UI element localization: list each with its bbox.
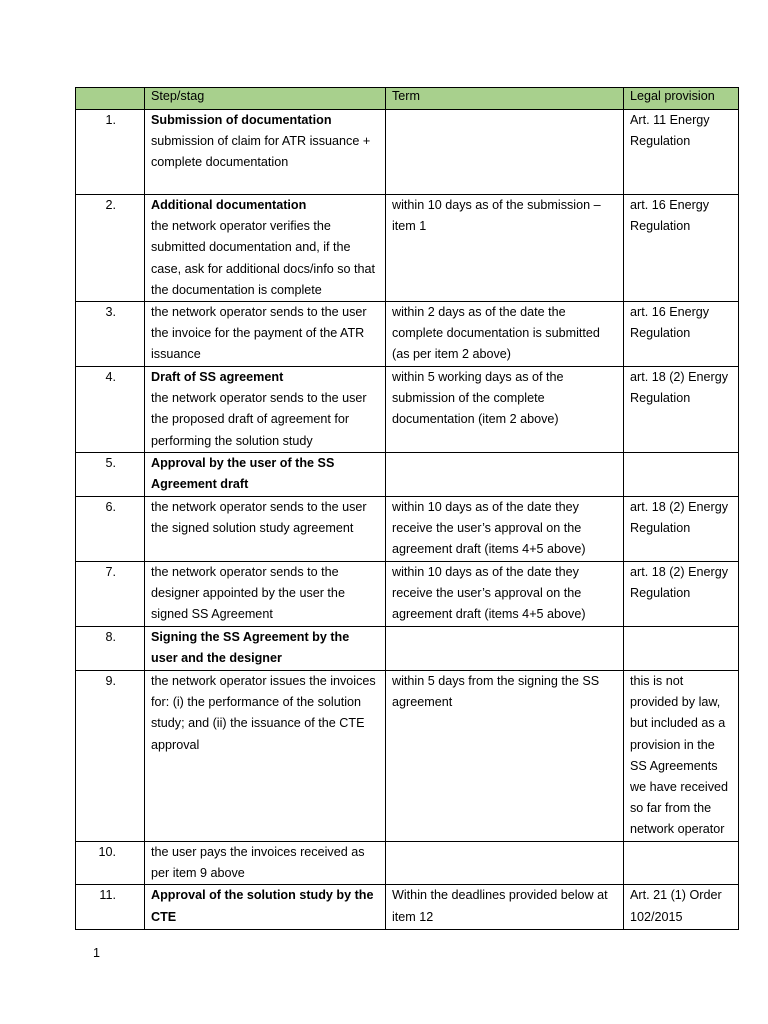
legal-cell: art. 18 (2) Energy Regulation — [624, 562, 739, 627]
row-number: 1. — [76, 110, 145, 195]
row-number: 9. — [76, 671, 145, 842]
legal-cell — [624, 627, 739, 671]
step-title: Draft of SS agreement — [151, 370, 284, 385]
term-cell: within 10 days as of the date they receive the user’s approval on the agreement draft (items 4+5 above) — [386, 497, 624, 562]
header-legal-provision: Legal provision — [624, 88, 739, 110]
table-row — [76, 842, 739, 885]
legal-cell: art. 18 (2) Energy Regulation — [624, 367, 739, 453]
row-number: 5. — [76, 453, 145, 497]
row-number: 3. — [76, 302, 145, 367]
step-cell — [145, 671, 386, 842]
step-title: Signing the SS Agreement by the user and the designer — [151, 630, 350, 666]
legal-cell: Art. 21 (1) Order 102/2015 — [624, 885, 739, 930]
legal-cell: art. 18 (2) Energy Regulation — [624, 497, 739, 562]
step-description: the network operator sends to the user the invoice for the payment of the ATR issuance — [151, 305, 367, 362]
table-row — [76, 195, 739, 302]
term-cell — [386, 453, 624, 497]
step-title: Approval by the user of the SS Agreement draft — [151, 456, 335, 492]
term-cell: Within the deadlines provided below at item 12 — [386, 885, 624, 930]
step-title: Additional documentation — [151, 198, 307, 212]
table-row — [76, 110, 739, 195]
step-cell — [145, 453, 386, 497]
legal-cell: art. 16 Energy Regulation — [624, 195, 739, 302]
row-number: 6. — [76, 497, 145, 562]
table-row — [76, 367, 739, 453]
step-cell — [145, 497, 386, 562]
table-row — [76, 627, 739, 671]
page-number: 1 — [93, 946, 101, 960]
term-cell: within 10 days as of the submission – item 1 — [386, 195, 624, 302]
step-cell — [145, 110, 386, 195]
table-header-row — [76, 88, 739, 110]
step-description: the network operator issues the invoices for: (i) the performance of the solution study; and (ii) the issuance of the CTE approval — [151, 674, 376, 752]
step-cell — [145, 885, 386, 930]
term-cell — [386, 110, 624, 195]
step-cell — [145, 195, 386, 302]
step-description: the network operator sends to the designer appointed by the user the signed SS Agreement — [151, 565, 345, 622]
header-step: Step/stag — [145, 88, 386, 110]
legal-cell — [624, 842, 739, 885]
legal-cell: art. 16 Energy Regulation — [624, 302, 739, 367]
step-description: the network operator sends to the user the signed solution study agreement — [151, 500, 367, 536]
step-cell — [145, 842, 386, 885]
header-term: Term — [386, 88, 624, 110]
table-row — [76, 302, 739, 367]
step-description: the network operator verifies the submitted documentation and, if the case, ask for additional docs/info so that the documentation is complete — [151, 219, 376, 297]
row-number: 11. — [76, 885, 145, 930]
term-cell: within 5 working days as of the submission of the complete documentation (item 2 above) — [386, 367, 624, 453]
table-row — [76, 671, 739, 842]
term-cell: within 2 days as of the date the complete documentation is submitted (as per item 2 above) — [386, 302, 624, 367]
row-number: 7. — [76, 562, 145, 627]
row-number: 8. — [76, 627, 145, 671]
legal-cell: this is not provided by law, but included as a provision in the SS Agreements we have received so far from the network operator — [624, 671, 739, 842]
term-cell — [386, 842, 624, 885]
step-title: Approval of the solution study by the CTE — [151, 888, 374, 924]
legal-cell — [624, 453, 739, 497]
term-cell: within 10 days as of the date they receive the user’s approval on the agreement draft (items 4+5 above) — [386, 562, 624, 627]
table-row — [76, 497, 739, 562]
step-description: submission of claim for ATR issuance + complete documentation — [151, 134, 371, 170]
term-cell: within 5 days from the signing the SS agreement — [386, 671, 624, 842]
row-number: 10. — [76, 842, 145, 885]
step-cell — [145, 627, 386, 671]
row-number: 2. — [76, 195, 145, 302]
row-number: 4. — [76, 367, 145, 453]
table-row — [76, 453, 739, 497]
step-description: the network operator sends to the user the proposed draft of agreement for performing the solution study — [151, 391, 367, 448]
table-row — [76, 885, 739, 930]
header-number — [76, 88, 145, 110]
steps-table — [75, 87, 739, 930]
legal-cell: Art. 11 Energy Regulation — [624, 110, 739, 195]
step-title: Submission of documentation — [151, 113, 332, 127]
step-description: the user pays the invoices received as per item 9 above — [151, 845, 365, 881]
term-cell — [386, 627, 624, 671]
step-cell — [145, 302, 386, 367]
step-cell — [145, 367, 386, 453]
step-cell — [145, 562, 386, 627]
table-row — [76, 562, 739, 627]
